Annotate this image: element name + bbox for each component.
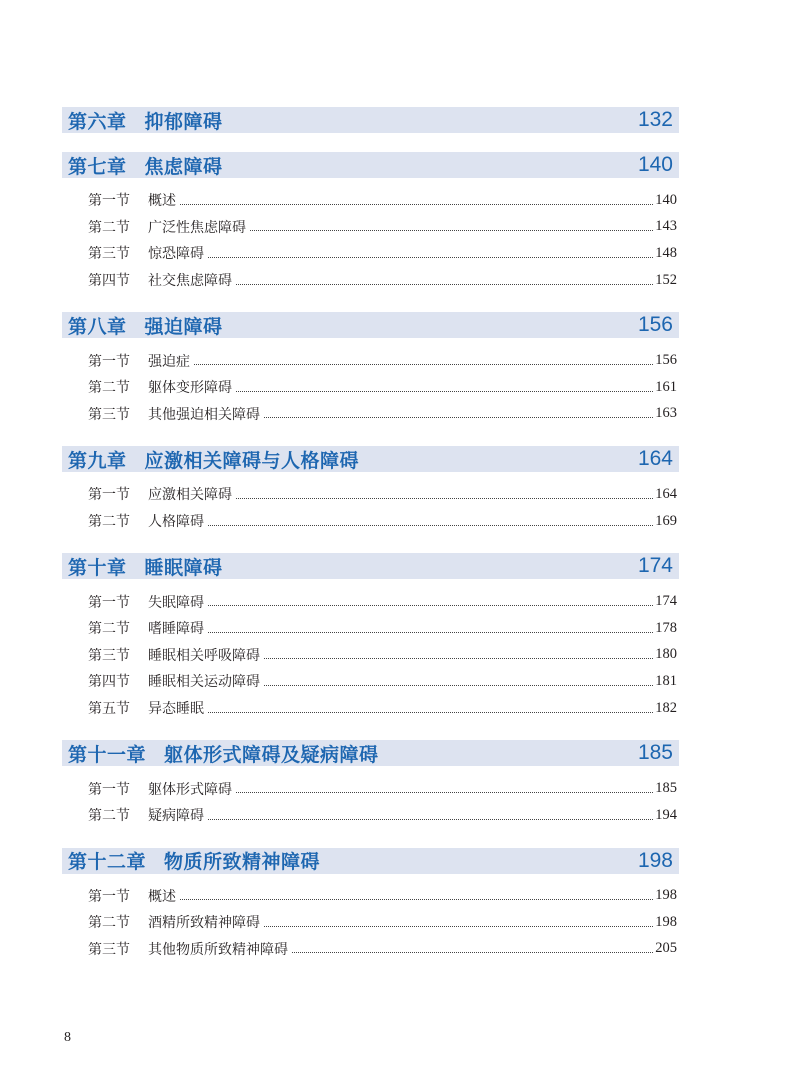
section-entry[interactable] xyxy=(62,347,679,374)
chapter-page-number: 140 xyxy=(637,153,673,176)
section-entry[interactable] xyxy=(62,909,679,936)
chapter-name: 强迫障碍 xyxy=(144,315,223,338)
dot-leader xyxy=(208,632,653,633)
chapter-entry xyxy=(62,446,679,534)
section-list xyxy=(62,187,679,293)
dot-leader xyxy=(180,899,653,900)
page-number: 8 xyxy=(64,1030,71,1045)
chapter-number: 第六章 xyxy=(68,110,127,133)
section-title: 概述 xyxy=(148,888,176,905)
chapter-number: 第八章 xyxy=(68,315,127,338)
section-page-number: 169 xyxy=(655,512,677,529)
section-title: 人格障碍 xyxy=(148,514,204,531)
section-label: 第二节 xyxy=(88,621,130,638)
dot-leader xyxy=(208,712,653,713)
section-page-number: 174 xyxy=(655,593,677,610)
section-label: 第五节 xyxy=(88,701,130,718)
section-title: 嗜睡障碍 xyxy=(148,621,204,638)
section-page-number: 180 xyxy=(655,646,677,663)
chapter-heading-bar[interactable] xyxy=(62,312,679,338)
chapter-title xyxy=(68,847,320,874)
section-page-number: 148 xyxy=(655,244,677,261)
dot-leader xyxy=(208,605,653,606)
section-page-number: 161 xyxy=(655,378,677,395)
dot-leader xyxy=(194,364,653,365)
section-page-number: 194 xyxy=(655,806,677,823)
section-label: 第三节 xyxy=(88,941,130,958)
dot-leader xyxy=(264,417,653,418)
section-title: 社交焦虑障碍 xyxy=(148,273,232,290)
section-entry[interactable] xyxy=(62,883,679,910)
dot-leader xyxy=(208,819,653,820)
section-label: 第三节 xyxy=(88,246,130,263)
dot-leader xyxy=(208,525,653,526)
chapter-name: 抑郁障碍 xyxy=(144,110,223,133)
section-page-number: 163 xyxy=(655,405,677,422)
section-page-number: 140 xyxy=(655,191,677,208)
section-page-number: 156 xyxy=(655,352,677,369)
section-title: 躯体变形障碍 xyxy=(148,380,232,397)
chapter-page-number: 132 xyxy=(637,108,673,131)
section-entry[interactable] xyxy=(62,615,679,642)
chapter-page-number: 185 xyxy=(637,741,673,765)
section-label: 第三节 xyxy=(88,406,130,423)
chapter-heading-bar[interactable] xyxy=(62,446,679,472)
chapter-entry xyxy=(62,107,679,133)
section-entry[interactable] xyxy=(62,936,679,963)
chapter-number: 第十二章 xyxy=(68,851,147,873)
dot-leader xyxy=(264,658,653,659)
section-label: 第二节 xyxy=(88,219,130,236)
section-page-number: 205 xyxy=(655,940,677,957)
section-label: 第一节 xyxy=(88,193,130,210)
chapter-name: 睡眠障碍 xyxy=(144,556,223,579)
chapter-title xyxy=(68,740,379,767)
section-page-number: 143 xyxy=(655,218,677,235)
chapter-name: 焦虑障碍 xyxy=(144,155,223,178)
section-title: 躯体形式障碍 xyxy=(148,781,232,798)
section-entry[interactable] xyxy=(62,668,679,695)
section-entry[interactable] xyxy=(62,374,679,401)
section-label: 第一节 xyxy=(88,781,130,798)
chapter-name: 应激相关障碍与人格障碍 xyxy=(144,449,360,472)
section-page-number: 178 xyxy=(655,619,677,636)
section-title: 概述 xyxy=(148,193,176,210)
section-list xyxy=(62,775,679,828)
table-of-contents xyxy=(62,107,679,981)
section-entry[interactable] xyxy=(62,802,679,829)
section-list xyxy=(62,347,679,427)
chapter-title xyxy=(68,152,223,179)
section-entry[interactable] xyxy=(62,267,679,294)
section-entry[interactable] xyxy=(62,642,679,669)
section-title: 睡眠相关呼吸障碍 xyxy=(148,647,260,664)
section-title: 惊恐障碍 xyxy=(148,246,204,263)
chapter-entry xyxy=(62,553,679,721)
chapter-page-number: 198 xyxy=(637,848,673,872)
dot-leader xyxy=(208,257,653,258)
chapter-heading-bar[interactable] xyxy=(62,848,679,874)
section-entry[interactable] xyxy=(62,775,679,802)
dot-leader xyxy=(180,204,653,205)
section-label: 第二节 xyxy=(88,380,130,397)
section-page-number: 181 xyxy=(655,672,677,689)
section-title: 其他强迫相关障碍 xyxy=(148,406,260,423)
dot-leader xyxy=(236,284,653,285)
chapter-heading-bar[interactable] xyxy=(62,553,679,579)
section-page-number: 198 xyxy=(655,887,677,904)
section-entry[interactable] xyxy=(62,508,679,535)
chapter-name: 躯体形式障碍及疑病障碍 xyxy=(164,743,379,766)
dot-leader xyxy=(292,952,653,953)
section-label: 第一节 xyxy=(88,353,130,370)
section-title: 酒精所致精神障碍 xyxy=(148,915,260,932)
section-label: 第四节 xyxy=(88,674,130,691)
chapter-heading-bar[interactable] xyxy=(62,740,679,766)
section-entry[interactable] xyxy=(62,401,679,428)
section-page-number: 185 xyxy=(655,780,677,797)
section-entry[interactable] xyxy=(62,240,679,267)
chapter-number: 第十一章 xyxy=(68,743,147,766)
section-title: 失眠障碍 xyxy=(148,594,204,611)
section-title: 睡眠相关运动障碍 xyxy=(148,674,260,691)
section-label: 第三节 xyxy=(88,647,130,664)
chapter-number: 第十章 xyxy=(68,556,127,579)
chapter-number: 第九章 xyxy=(68,449,127,472)
chapter-name: 物质所致精神障碍 xyxy=(164,851,321,873)
section-label: 第二节 xyxy=(88,915,130,932)
section-entry[interactable] xyxy=(62,695,679,722)
section-label: 第一节 xyxy=(88,487,130,504)
section-page-number: 152 xyxy=(655,271,677,288)
section-list xyxy=(62,481,679,534)
section-entry[interactable] xyxy=(62,214,679,241)
section-entry[interactable] xyxy=(62,588,679,615)
section-title: 强迫症 xyxy=(148,353,190,370)
section-label: 第一节 xyxy=(88,888,130,905)
chapter-entry xyxy=(62,740,679,828)
chapter-number: 第七章 xyxy=(68,155,127,178)
section-page-number: 198 xyxy=(655,913,677,930)
section-label: 第二节 xyxy=(88,808,130,825)
dot-leader xyxy=(264,685,653,686)
chapter-title xyxy=(68,107,223,134)
section-page-number: 182 xyxy=(655,699,677,716)
chapter-title xyxy=(68,312,223,339)
section-title: 疑病障碍 xyxy=(148,808,204,825)
chapter-heading-bar[interactable] xyxy=(62,107,679,133)
section-title: 其他物质所致精神障碍 xyxy=(148,941,288,958)
chapter-entry xyxy=(62,152,679,293)
section-entry[interactable] xyxy=(62,481,679,508)
section-label: 第二节 xyxy=(88,514,130,531)
section-list xyxy=(62,883,679,963)
chapter-entry xyxy=(62,848,679,963)
section-title: 广泛性焦虑障碍 xyxy=(148,219,246,236)
chapter-title xyxy=(68,446,359,473)
section-page-number: 164 xyxy=(655,485,677,502)
chapter-title xyxy=(68,553,223,580)
dot-leader xyxy=(236,391,653,392)
dot-leader xyxy=(264,926,653,927)
section-label: 第一节 xyxy=(88,594,130,611)
section-list xyxy=(62,588,679,721)
chapter-entry xyxy=(62,312,679,427)
section-title: 应激相关障碍 xyxy=(148,487,232,504)
dot-leader xyxy=(250,230,653,231)
section-title: 异态睡眠 xyxy=(148,701,204,718)
dot-leader xyxy=(236,792,653,793)
chapter-page-number: 174 xyxy=(637,554,673,578)
section-label: 第四节 xyxy=(88,273,130,290)
chapter-heading-bar[interactable] xyxy=(62,152,679,178)
section-entry[interactable] xyxy=(62,187,679,214)
chapter-page-number: 156 xyxy=(637,313,673,337)
dot-leader xyxy=(236,498,653,499)
chapter-page-number: 164 xyxy=(637,447,673,471)
